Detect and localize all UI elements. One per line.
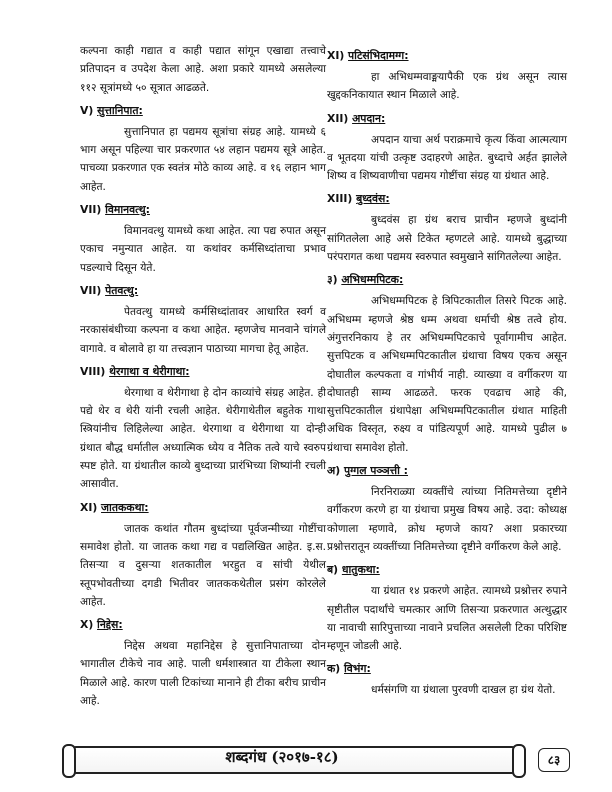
section-title: जातककथा: <box>101 500 149 514</box>
section-title: थेरगाथा व थेरीगाथा: <box>109 364 190 378</box>
section-heading <box>80 201 326 219</box>
paragraph: अभिधम्मपिटक हे त्रिपिटकातील तिसरे पिटक आहे. अभिधम्म म्हणजे श्रेष्ठ धम्म अथवा धर्माची श्रेष्ठ तत्वे होय. अंगुत्तरनिकाय हे तर अभिधम्मपिटकाचे पूर्वागामीच आहेत. सुत्तपिटक व अभिधम्मपिटकातील ग्रंथाचा विषय एकच असून दोघातील कल्पकता व गांभीर्य नाही. व्याख्या व वर्गीकरण या दोघातही साम्य आढळते. फरक एवढाच आहे की, सुत्तपिटकातील ग्रंथापेक्षा अभिधम्मपिटकातील ग्रंथात माहिती अधिक विस्तृत, रुक्ष्य व पांडित्यपूर्ण आहे. यामध्ये पुढील ७ ग्रंथाचा समावेश होतो. <box>327 295 567 454</box>
paragraph: अपदान याचा अर्थ पराक्रमाचे कृत्य किंवा आत्मत्याग व भूतदया यांची उत्कृष्ट उदाहरणे आहेत. बुध्दाचे अर्हत झालेले शिष्य व शिष्यवाणीचा पद्यमय गोष्टींचा संग्रह या ग्रंथात आहे. <box>327 133 567 183</box>
section-number: X) <box>80 618 94 632</box>
paragraph: थेरगाथा व थेरीगाथा हे दोन काव्यांचे संग्रह आहेत. ही पद्ये थेर व थेरी यांनी रचली आहेत. थेरीगाथेतील बहुतेक गाथा स्त्रियांनीच लिहिलेल्या आहेत. थेरगाथा व थेरीगाथा या दोन्ही ग्रंथात बौद्ध धर्मातील अध्यात्मिक ध्येय व नैतिक तत्वे याचे स्वरुप स्पष्ट होते. या ग्रंथातील काव्ये बुध्दाच्या प्रारंभिच्या शिष्यांनी रचली आसावीत. <box>80 386 326 491</box>
section-title: सुत्तानिपात: <box>97 103 143 117</box>
section-heading <box>327 561 567 579</box>
left-column <box>80 42 326 712</box>
section-title: अपदान: <box>352 111 386 125</box>
section-heading <box>327 110 567 128</box>
paragraph: धर्मसंगणि या ग्रंथाला पुरवणी दाखल हा ग्रंथ येतो. <box>371 684 556 697</box>
section-number: VII) <box>80 203 102 217</box>
section-heading <box>80 616 326 634</box>
section-number: V) <box>80 103 94 117</box>
section-number: XI) <box>80 500 98 514</box>
paragraph: हा अभिधम्मवाङ्मयापैकी एक ग्रंथ असून त्यास खुद्दकनिकायात स्थान मिळाले आहे. <box>327 71 567 102</box>
section-title: विभंग: <box>344 662 371 676</box>
footer <box>62 744 574 774</box>
section-heading <box>80 102 326 120</box>
section-title: विमानवत्थु: <box>105 203 150 217</box>
section-title: पटिसंभिदामग्ग: <box>348 49 409 62</box>
section-heading <box>80 499 326 517</box>
section-number: VII) <box>80 283 102 297</box>
paragraph: जातक कथांत गौतम बुध्दांच्या पूर्वजन्मीच्या गोष्टींचा समावेश होतो. या जातक कथा गद्य व पद्यलिखित आहेत. इ.स. तिसऱ्या व दुसऱ्या शतकातील भरहुत व सांची येथील स्तूपभोवतीच्या दगडी भितीवर जातककथेतील प्रसंग कोरलेले आहेत. <box>80 522 326 608</box>
paragraph: बुध्दवंस हा ग्रंथ बराच प्राचीन म्हणजे बुध्दांनी सांगितलेला आहे असे टिकेत म्हणटले आहे. यामध्ये बुद्धाच्या परंपरागत कथा पद्यमय स्वरुपात स्वमुखाने सांगितलेल्या आहेत. <box>327 214 567 264</box>
section-number: XII) <box>327 111 349 125</box>
paragraph: पेतवत्थु यामध्ये कर्मसिध्दांतावर आधारित स्वर्ग व नरकासंबंधीच्या कल्पना व कथा आहेत. म्हणजेच मानवाने चांगले वागावे. व बोलावे हा या तत्त्वज्ञान पाठाच्या मागचा हेतू आहेत. <box>80 305 326 355</box>
section-number: ब) <box>327 563 339 577</box>
section-title: निद्देस: <box>97 618 123 632</box>
section-heading <box>327 462 567 480</box>
paragraph: कल्पना काही गद्यात व काही पद्यात सांगून एखाद्या तत्त्वाचे प्रतिपादन व उपदेश केला आहे. अशा प्रकारे यामध्ये असलेल्या ११२ सूत्रांमध्ये ५० सूत्रात आढळते. <box>80 45 326 94</box>
section-number: XIII) <box>327 192 353 206</box>
section-title: अभिधम्मपिटक: <box>341 273 404 287</box>
paragraph: या ग्रंथात १४ प्रकरणे आहेत. त्यामध्ये प्रश्नोत्तर रुपाने सृष्टीतील पदार्थांचे चमत्कार आणि तिसऱ्या प्रकरणात अत्थुद्धार या नावाची सारिपुत्ताच्या नावाने प्रचलित असलेली टिका परिशिष्ट म्हणून जोडली आहे. <box>327 585 567 653</box>
paragraph: विमानवत्थु यामध्ये कथा आहेत. त्या पद्य रुपात असून एकाच नमुन्यात आहेत. या कथांवर कर्मसिध्दांताचा प्रभाव पडल्याचे दिसून येते. <box>80 225 326 274</box>
section-heading <box>327 660 567 678</box>
section-number: VIII) <box>80 364 106 378</box>
paragraph: सुत्तानिपात हा पद्यमय सूत्रांचा संग्रह आहे. यामध्ये ६ भाग असून पहिल्या चार प्रकरणात ५४ लहान पद्यमय सूत्रे आहेत. पाचव्या प्रकरणात एक स्वतंत्र मोठे काव्य आहे. व १६ लहान भाग आहेत. <box>80 125 326 193</box>
section-title: बुध्दवंस: <box>356 192 390 206</box>
section-title: पेतवत्थु: <box>105 283 139 297</box>
right-column <box>327 42 567 702</box>
section-number: क) <box>327 662 341 676</box>
section-heading <box>327 190 567 208</box>
section-heading <box>327 47 567 65</box>
section-number: ३) <box>327 273 338 287</box>
section-title: पुग्गल पञ्ञत्ती : <box>343 464 409 478</box>
journal-title: शब्दगंध (२०१७-१८) <box>225 748 339 766</box>
section-heading <box>80 282 326 300</box>
paragraph: निरनिराळ्या व्यक्तींचे त्यांच्या नितिमत्तेच्या दृष्टीने वर्गीकरण करणे हा या ग्रंथाचा प्रमुख विषय आहे. उदा: कोध्यक्ष कोणाला म्हणावे, क्रोध म्हणजे काय? अशा प्रकारच्या प्रश्नोत्तरातून व्यक्तींच्या नितिमत्तेच्या दृष्टीने वर्गीकरण केले आहे. <box>327 486 567 553</box>
section-title: धातुकथा: <box>341 563 380 577</box>
section-heading <box>327 271 567 289</box>
page-number: ८३ <box>538 748 570 772</box>
paragraph: निद्देस अथवा महानिद्देस हे सुत्तानिपाताच्या दोन भागातील टीकेचे नाव आहे. पाली धर्मशास्त्रात या टीकेला स्थान मिळाले आहे. कारण पाली टिकांच्या मानाने ही टीका बरीच प्राचीन आहे. <box>80 640 326 708</box>
section-heading <box>80 363 326 381</box>
section-number: अ) <box>327 464 341 478</box>
section-number: XI) <box>327 49 345 62</box>
